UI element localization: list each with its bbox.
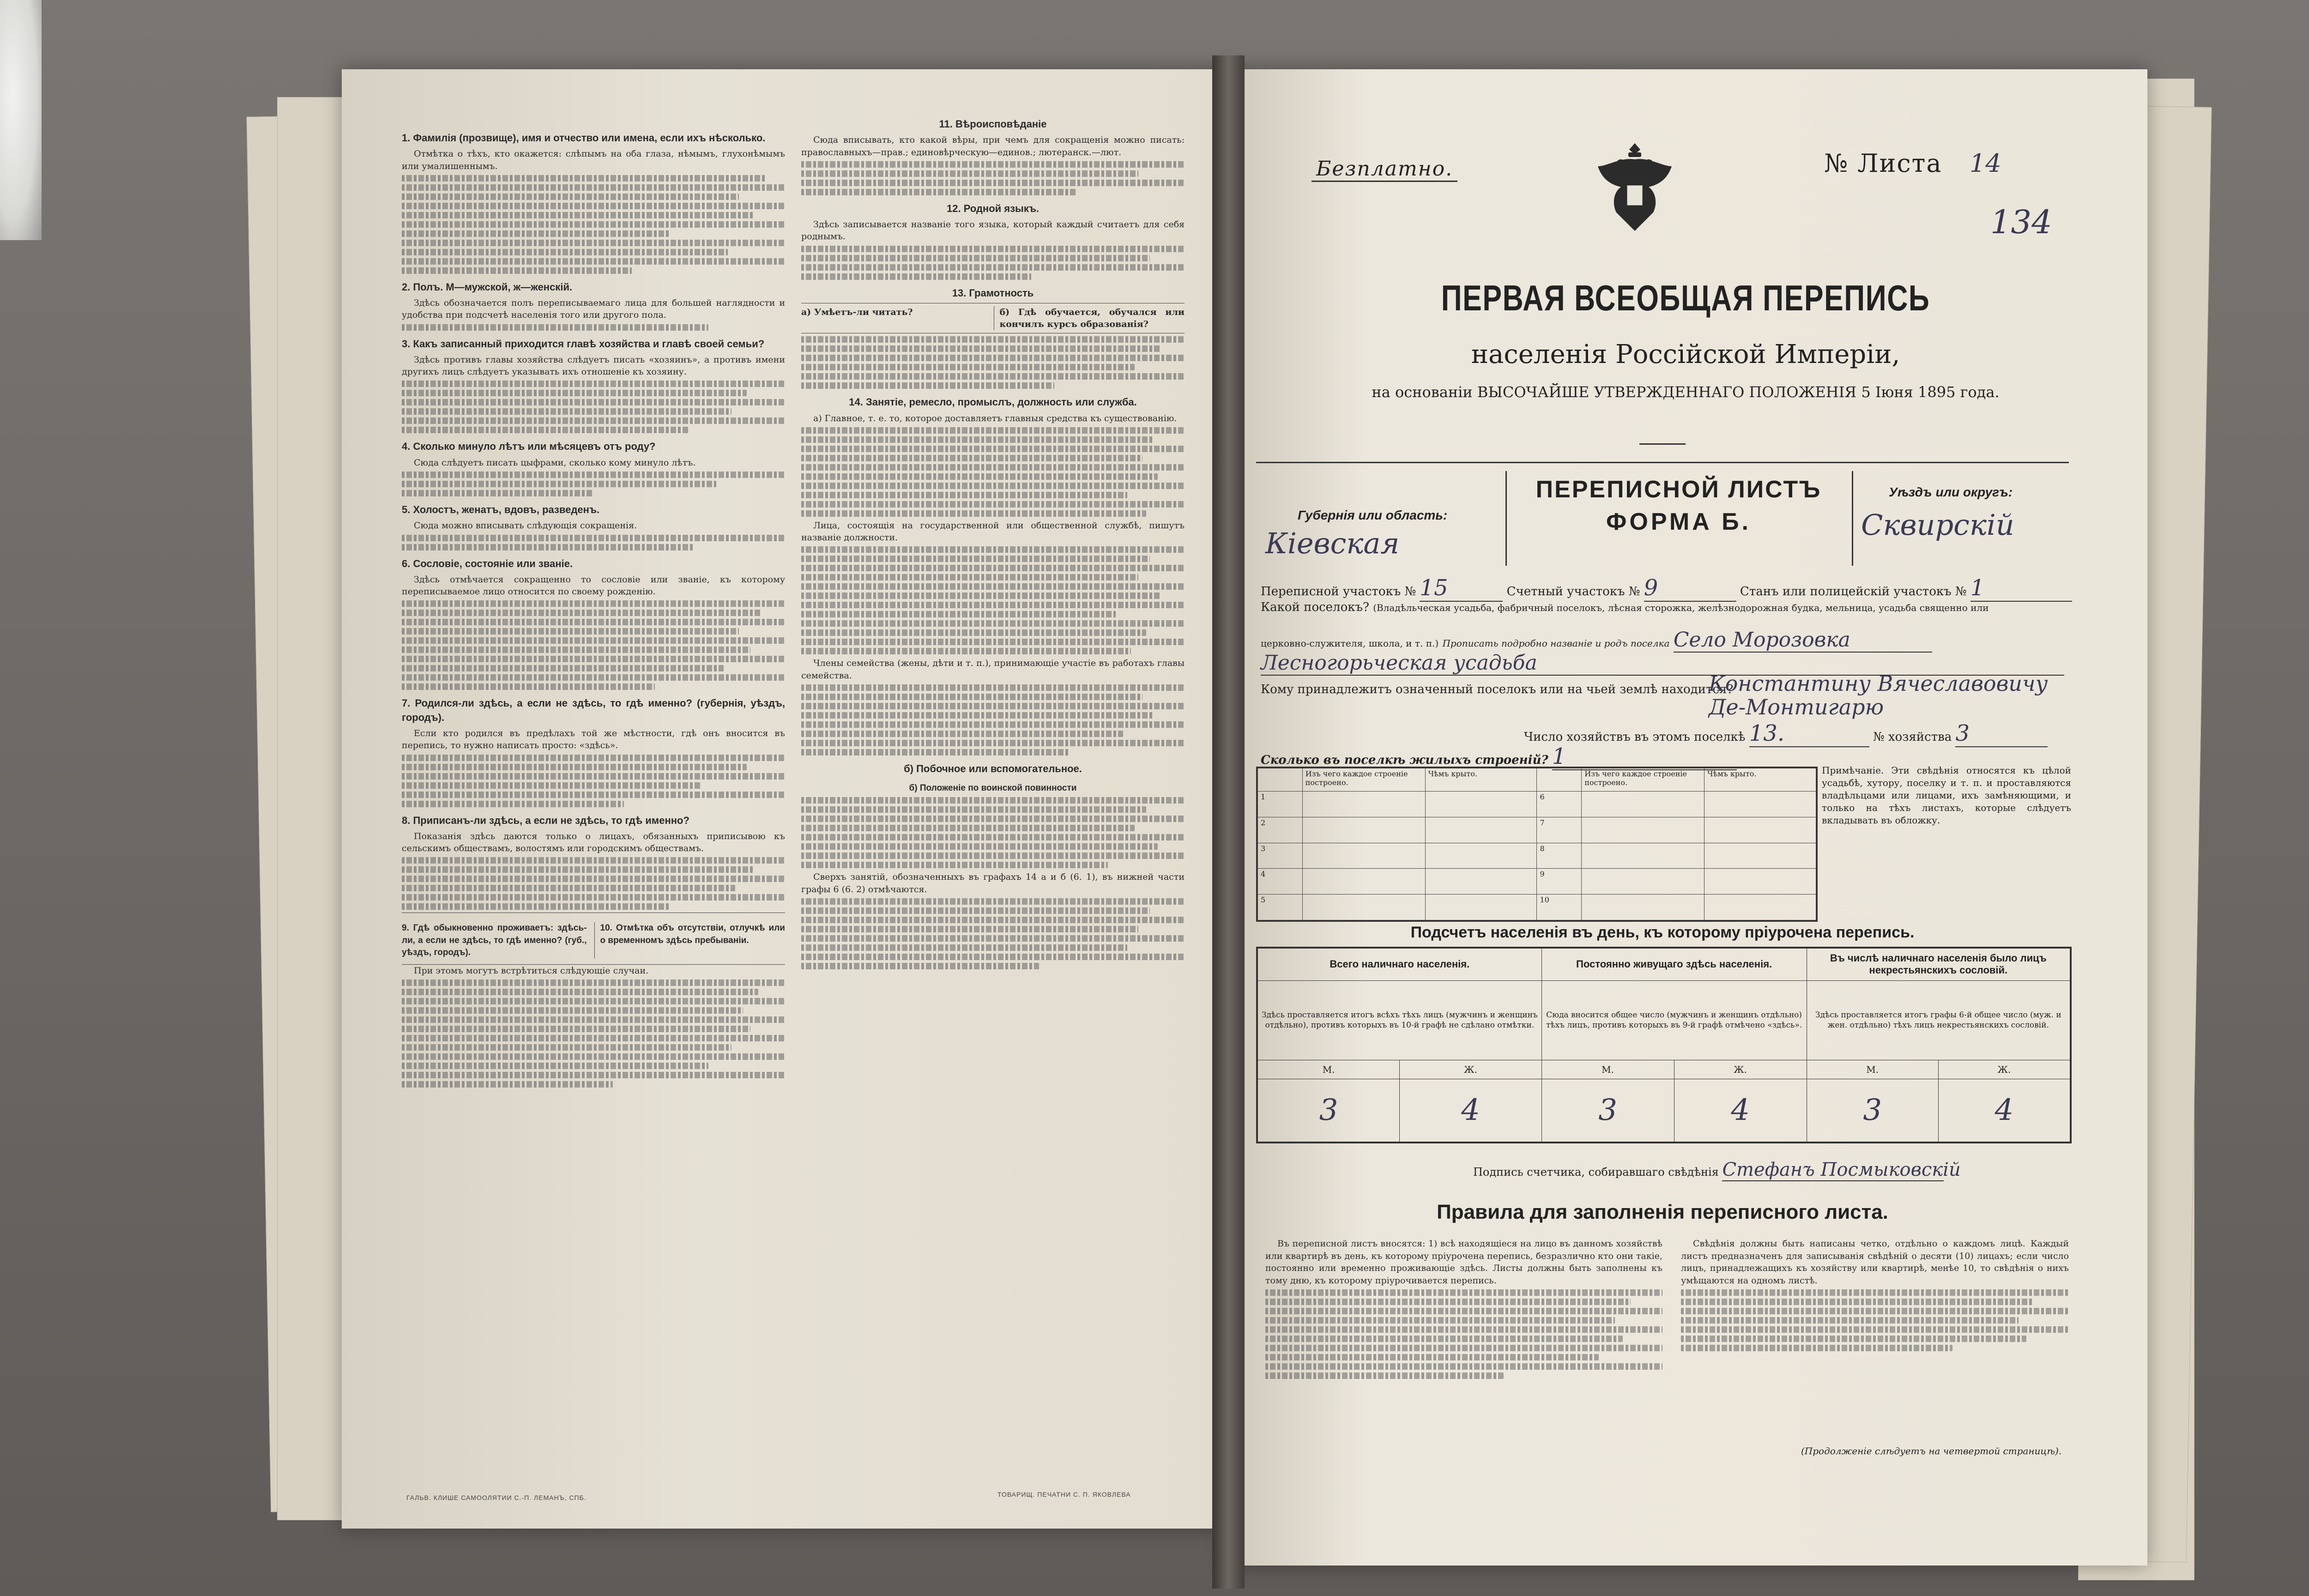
count-desc: Здѣсь проставляется итогъ всѣхъ тѣхъ лицъ (мужчинъ и женщинъ отдѣльно), противъ которыхъ въ 10-й графѣ не сдѣлано отмѣтки.	[1258, 980, 1542, 1060]
households-value: 13.	[1749, 720, 1869, 747]
table-row	[1258, 843, 1816, 869]
male-header: М.	[1541, 1060, 1674, 1079]
row-number: 3	[1258, 843, 1303, 869]
section-text: При этомъ могутъ встрѣтиться слѣдующіе случаи.	[414, 965, 649, 976]
cloth	[0, 0, 42, 240]
households-label: Число хозяйствъ въ этомъ поселкѣ	[1524, 730, 1746, 744]
population-count-table	[1256, 947, 2072, 1143]
district-row	[1261, 575, 2072, 602]
legal-basis: на основаніи ВЫСОЧАЙШЕ УТВЕРЖДЕННАГО ПОЛОЖЕНІЯ 5 Іюня 1895 года.	[1372, 383, 2000, 401]
bld-head-material: Изъ чего каждое строеніе построено.	[1302, 768, 1425, 792]
bld-head-material: Изъ чего каждое строеніе построено.	[1582, 768, 1705, 792]
section-text: Сверхъ занятій, обозначенныхъ въ графахъ 14 а и б (6. 1), въ нижней части графы 6 (6. 2) отмѣчаются.	[801, 872, 1185, 895]
buildings-note: Примѣчаніе. Эти свѣдѣнія относятся къ цѣлой усадьбѣ, хутору, поселку и т. п. и проставляются владѣльцами или лицами, ихъ замѣняющими, и только на тѣхъ листахъ, которые слѣдуетъ вкладывать въ обложку.	[1822, 765, 2071, 826]
signature-row	[1473, 1159, 1961, 1181]
section-heading: 2. Полъ. М—мужской, ж—женскій.	[402, 281, 573, 293]
row-number: 10	[1537, 895, 1582, 920]
section-2	[402, 280, 785, 331]
settlement-label: Какой поселокъ?	[1261, 600, 1369, 614]
population-count-title: Подсчетъ населенія въ день, къ которому пріурочена перепись.	[1410, 924, 1915, 941]
section-text: Сюда слѣдуетъ писать цыфрами, сколько кому минуло лѣтъ.	[414, 457, 696, 468]
table-row	[1258, 895, 1816, 920]
instructions-column-right	[801, 111, 1185, 972]
document-subtitle: населенія Россійской Имперіи,	[1471, 339, 1900, 369]
book-spine	[1212, 55, 1245, 1589]
section-heading: 7. Родился-ли здѣсь, а если не здѣсь, то гдѣ именно? (губернія, уѣздъ, городъ).	[402, 697, 785, 723]
section-8	[402, 814, 785, 910]
district-label: Переписной участокъ №	[1261, 585, 1416, 598]
counting-label: Счетный участокъ №	[1506, 585, 1640, 598]
section-text: Здѣсь обозначается полъ переписываемаго лица для большей наглядности и удобства при подсчетѣ населенія того или другого пола.	[402, 298, 785, 320]
province-label: Губернія или область:	[1298, 508, 1448, 522]
section-heading: 12. Родной языкъ.	[946, 202, 1040, 214]
section-heading: б) Положеніе по воинской повинности	[909, 783, 1077, 793]
census-list-title: ПЕРЕПИСНОЙ ЛИСТЪ	[1535, 476, 1822, 503]
table-row	[1258, 869, 1816, 895]
household-number-value: 3	[1955, 720, 2048, 747]
section-heading: 1. Фамилія (прозвище), имя и отчество или имена, если ихъ нѣсколько.	[402, 132, 766, 144]
settlement-row	[1261, 600, 1989, 614]
rules-text: Свѣдѣнія должны быть написаны четко, отдѣльно о каждомъ лицѣ. Каждый листъ предназначенъ для записыванія свѣдѣній о десяти (10) лицахъ; если число лицъ, принадлежащихъ къ хозяйству или квартирѣ, менѣе 10, то свѣдѣнія о нихъ умѣщаются на одномъ листѣ.	[1681, 1239, 2069, 1286]
form-title: ФОРМА Б.	[1606, 508, 1751, 535]
buildings-value: 1	[1552, 744, 1737, 770]
signature-value: Стефанъ Посмыковскій	[1722, 1159, 1961, 1180]
uezd-value: Сквирскій	[1861, 508, 2014, 542]
count-value: 3	[1258, 1079, 1400, 1142]
female-header: Ж.	[1938, 1060, 2070, 1079]
section-text: Здѣсь противъ главы хозяйства слѣдуетъ писать «хозяинъ», а противъ имени другихъ лицъ слѣдуетъ указывать ихъ отношеніе къ хозяину.	[402, 354, 785, 377]
male-header: М.	[1807, 1060, 1938, 1079]
settlement-row-2	[1261, 628, 1932, 653]
signature-label: Подпись счетчика, собиравшаго свѣдѣнія	[1473, 1166, 1719, 1179]
count-head-present: Всего наличнаго населенія.	[1258, 949, 1542, 981]
district-value: 15	[1420, 575, 1503, 602]
section-text: Лица, состоящія на государственной или общественной службѣ, пишутъ названіе должности.	[801, 520, 1185, 543]
count-value: 4	[1400, 1079, 1541, 1142]
section-1	[402, 131, 785, 274]
sheet-number-label: № Листа	[1824, 149, 1942, 178]
table-row	[1258, 792, 1816, 817]
document-title: ПЕРВАЯ ВСЕОБЩАЯ ПЕРЕПИСЬ	[1441, 278, 1930, 318]
section-heading: 14. Занятіе, ремесло, промыслъ, должность или служба.	[849, 396, 1137, 408]
uezd-label: Уѣздъ или округъ:	[1889, 485, 2013, 499]
section-5	[402, 503, 785, 550]
instructions-column-left	[402, 125, 785, 1090]
count-head-resident: Постоянно живущаго здѣсь населенія.	[1541, 949, 1807, 981]
section-text: Сюда можно вписывать слѣдующія сокращенія.	[414, 520, 637, 531]
count-value: 4	[1674, 1079, 1807, 1142]
buildings-table	[1256, 767, 1818, 922]
stan-label: Станъ или полицейскій участокъ №	[1740, 585, 1967, 598]
section-heading: 3. Какъ записанный приходится главѣ хозяйства и главѣ своей семьи?	[402, 338, 765, 350]
section-text: Здѣсь отмѣчается сокращенно то сословіе или званіе, къ которому переписываемое лицо относится по своему рожденію.	[402, 574, 785, 597]
section-text: Показанія здѣсь даются только о лицахъ, обязанныхъ приписывою къ сельскимъ обществамъ, волостямъ или городскимъ обществамъ.	[402, 831, 785, 854]
female-header: Ж.	[1400, 1060, 1541, 1079]
divider	[1639, 443, 1686, 445]
count-desc: Сюда вносится общее число (мужчинъ и женщинъ отдѣльно) тѣхъ лицъ, противъ которыхъ въ 9-й графѣ отмѣчено «здѣсь».	[1541, 980, 1807, 1060]
imperial-eagle-emblem	[1589, 139, 1681, 240]
section-heading: 5. Холостъ, женатъ, вдовъ, разведенъ.	[402, 503, 600, 515]
section-heading: 8. Приписанъ-ли здѣсь, а если не здѣсь, то гдѣ именно?	[402, 814, 689, 826]
table-row	[1258, 1079, 2070, 1142]
settlement-value: Село Морозовка	[1674, 628, 1932, 653]
rules-column-left	[1265, 1238, 1662, 1382]
free-label: Безплатно.	[1312, 157, 1457, 182]
buildings-label: Сколько въ поселкѣ жилыхъ строеній?	[1261, 753, 1548, 767]
settlement-hint: (Владѣльческая усадьба, фабричный поселокъ, лѣсная сторожка, желѣзнодорожная будка, мельница, усадьба священно или	[1373, 602, 1989, 613]
table-row	[1258, 817, 1816, 843]
section-heading: 4. Сколько минуло лѣтъ или мѣсяцевъ отъ роду?	[402, 441, 656, 453]
row-number: 8	[1537, 843, 1582, 869]
section-7	[402, 696, 785, 807]
divider	[1256, 462, 2069, 463]
settlement-value-2: Лесногорьческая усадьба	[1261, 651, 2064, 676]
section-heading: 6. Сословіе, состояніе или званіе.	[402, 557, 573, 569]
bld-head-roof: Чѣмъ крыто.	[1425, 768, 1537, 792]
section-6	[402, 557, 785, 690]
row-number: 9	[1537, 869, 1582, 895]
count-head-non-peasant: Въ числѣ наличнаго населенія было лицъ некрестьянскихъ сословій.	[1807, 949, 2070, 981]
owner-value-row	[1709, 672, 2060, 719]
owner-row	[1261, 683, 1733, 696]
row-number: 6	[1537, 792, 1582, 817]
female-header: Ж.	[1674, 1060, 1807, 1079]
rules-column-right	[1681, 1238, 2069, 1354]
row-number: 2	[1258, 817, 1303, 843]
section-text: Отмѣтка о тѣхъ, кто окажется: слѣпымъ на оба глаза, нѣмымъ, глухонѣмымъ или умалишеннымъ.	[402, 149, 785, 171]
settlement-hint-2: церковно-служителя, школа, и т. п.)	[1261, 638, 1439, 649]
count-value: 4	[1938, 1079, 2070, 1142]
count-desc: Здѣсь проставляется итогъ графы 6-й общее число (муж. и жен. отдѣльно) тѣхъ лицъ некрестьянскихъ сословій.	[1807, 980, 2070, 1060]
count-value: 3	[1541, 1079, 1674, 1142]
owner-value: Константину Вячеславовичу Де-Монтигарю	[1709, 671, 2048, 719]
printer-imprint-right: ТОВАРИЩ. ПЕЧАТНИ С. П. ЯКОВЛЕВА	[997, 1491, 1131, 1498]
household-number-label: № хозяйства	[1873, 730, 1952, 744]
owner-label: Кому принадлежитъ означенный поселокъ или на чьей землѣ находится?	[1261, 683, 1734, 696]
rules-title: Правила для заполненія переписного листа.	[1437, 1201, 1888, 1223]
rules-text: Въ переписной листъ вносятся: 1) всѣ находящіеся на лицо въ данномъ хозяйствѣ или квартирѣ въ день, къ которому пріурочена перепись, безразлично кто они такіе, постоянно или временно проживающіе здѣсь. Листы должны быть заполнены къ тому дню, къ которому пріурочивается перепись.	[1265, 1239, 1662, 1286]
section-heading: б) Побочное или вспомогательное.	[904, 762, 1082, 774]
section-text: Здѣсь записывается названіе того языка, который каждый считаетъ для себя роднымъ.	[801, 219, 1185, 242]
literacy-read-heading: а) Умѣетъ-ли читать?	[801, 307, 913, 317]
section-text: Члены семейства (жены, дѣти и т. п.), принимающіе участіе въ работахъ главы семейства.	[801, 658, 1185, 681]
section-heading: 11. Вѣроисповѣданіе	[939, 118, 1047, 130]
section-9-10	[402, 913, 785, 965]
printer-imprint-left: ГАЛЬВ. КЛИШЕ САМООЛЯТИИ С.-П. ЛЕМАНЪ, СПБ.	[406, 1494, 586, 1501]
settlement-note: Прописать подробно названіе и родъ поселка	[1442, 638, 1670, 649]
row-number: 1	[1258, 792, 1303, 817]
row-number: 4	[1258, 869, 1303, 895]
section-10-heading: 10. Отмѣтка объ отсутствіи, отлучкѣ или о временномъ здѣсь пребываніи.	[594, 922, 786, 959]
section-text: Если кто родился въ предѣлахъ той же мѣстности, гдѣ онъ вносится въ перепись, то нужно написать просто: «здѣсь».	[402, 728, 785, 751]
literacy-subheads	[801, 303, 1185, 333]
literacy-school-heading: б) Гдѣ обучается, обучался или кончилъ курсъ образованія?	[994, 306, 1185, 330]
row-number: 5	[1258, 895, 1303, 920]
continuation-note: (Продолженіе слѣдуетъ на четвертой страницѣ).	[1801, 1445, 2062, 1457]
section-3	[402, 337, 785, 434]
male-header: М.	[1258, 1060, 1400, 1079]
count-value: 3	[1807, 1079, 1938, 1142]
row-number: 7	[1537, 817, 1582, 843]
bld-head-roof: Чѣмъ крыто.	[1705, 768, 1816, 792]
section-text: Сюда вписывать, кто какой вѣры, при чемъ для сокращенія можно писать: православныхъ—прав.; единовѣрческую—единов.; лютеранск.—лют.	[801, 135, 1185, 157]
section-4	[402, 440, 785, 496]
stan-value: 1	[1971, 575, 2072, 602]
archive-number: 134	[1990, 203, 2052, 241]
section-heading: 13. Грамотность	[952, 287, 1034, 299]
counting-value: 9	[1644, 575, 1736, 602]
province-value: Кіевская	[1265, 526, 1400, 560]
section-9-heading: 9. Гдѣ обыкновенно проживаетъ: здѣсь-ли, а если не здѣсь, то гдѣ именно? (губ., уѣздъ, городъ).	[402, 923, 587, 957]
sheet-number-value: 14	[1970, 149, 2001, 178]
section-text: а) Главное, т. е. то, которое доставляетъ главныя средства къ существованію.	[813, 413, 1177, 423]
